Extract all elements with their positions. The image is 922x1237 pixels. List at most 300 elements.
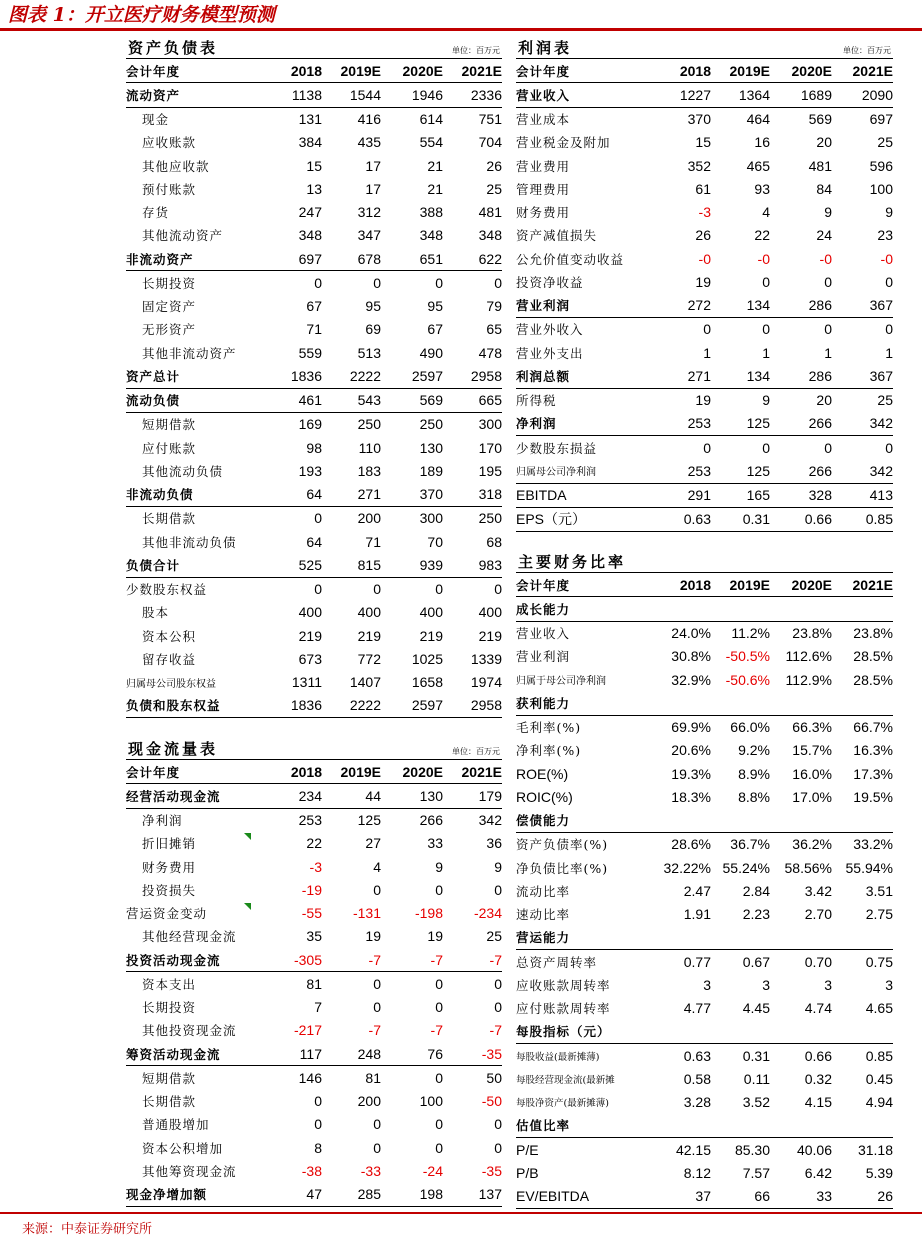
row-value: -19 — [301, 881, 322, 898]
table-row — [126, 483, 502, 507]
row-value: 1836 — [290, 367, 322, 384]
row-value: 134 — [746, 297, 770, 314]
row-value: 367 — [869, 297, 893, 314]
row-value: 98 — [306, 439, 322, 456]
row-value: 0 — [494, 581, 502, 598]
row-label: 少数股东权益 — [126, 582, 208, 598]
table-row — [126, 809, 502, 832]
row-value: 0 — [314, 1116, 322, 1133]
row-value: 0 — [703, 321, 711, 338]
row-value: 20 — [816, 392, 832, 409]
row-value: -7 — [368, 951, 381, 968]
row-value: 622 — [478, 250, 502, 267]
header-year: 2018 — [679, 62, 711, 79]
row-label: 其他流动资产 — [142, 228, 224, 244]
row-value: 0 — [703, 439, 711, 456]
row-value: 614 — [419, 111, 443, 128]
row-value: 25 — [486, 180, 502, 197]
row-value: 697 — [869, 111, 893, 128]
row-value: 17 — [365, 157, 381, 174]
table-row — [516, 1161, 893, 1184]
table-row — [516, 1138, 893, 1161]
row-value: 0 — [435, 581, 443, 598]
table-row — [516, 224, 893, 247]
row-label: 少数股东损益 — [516, 440, 598, 456]
row-value: 348 — [478, 227, 502, 244]
row-value: -3 — [698, 204, 711, 221]
cash-flow-title: 现金流量表 — [128, 740, 219, 758]
row-value: 35 — [306, 928, 322, 945]
row-value: 400 — [478, 604, 502, 621]
row-value: 559 — [298, 344, 322, 361]
row-value: 3 — [824, 976, 832, 993]
row-value: 0.70 — [804, 953, 832, 970]
row-label: 成长能力 — [516, 601, 571, 617]
row-value: -38 — [301, 1162, 322, 1179]
row-label: 其他应收款 — [142, 158, 210, 174]
row-value: 169 — [298, 416, 322, 433]
table-row — [126, 224, 502, 247]
table-row — [516, 484, 893, 508]
table-row — [126, 318, 502, 341]
row-value: 348 — [298, 227, 322, 244]
row-value: 342 — [869, 415, 893, 432]
row-label: 营业费用 — [516, 158, 571, 174]
table-row — [126, 295, 502, 318]
row-value: 69.9% — [671, 719, 711, 736]
table-row — [516, 177, 893, 200]
row-value: 9 — [762, 392, 770, 409]
row-value: 18.3% — [671, 788, 711, 805]
row-value: 21 — [427, 157, 443, 174]
header-year: 2019E — [340, 763, 381, 780]
row-label: 归属母公司净利润 — [516, 467, 596, 479]
row-value: 2958 — [470, 697, 502, 714]
row-value: 0 — [494, 975, 502, 992]
row-value: 5.39 — [865, 1164, 893, 1181]
row-value: 44 — [365, 787, 381, 804]
row-value: 125 — [746, 415, 770, 432]
row-value: 0 — [885, 273, 893, 290]
table-row — [516, 1044, 893, 1067]
header-year: 2018 — [290, 763, 322, 780]
income-statement-title: 利润表 — [518, 39, 573, 57]
row-label: EV/EBITDA — [516, 1188, 590, 1205]
row-label: 营运资金变动 — [126, 906, 208, 922]
row-value: -0 — [819, 250, 832, 267]
table-row — [516, 973, 893, 996]
row-value: 36.2% — [792, 836, 832, 853]
row-value: 266 — [419, 812, 443, 829]
table-row — [516, 622, 893, 645]
row-value: 9 — [435, 858, 443, 875]
row-label: 营业收入 — [516, 87, 571, 103]
row-value: 2090 — [861, 86, 893, 103]
row-value: 665 — [478, 392, 502, 409]
row-value: 0 — [435, 1139, 443, 1156]
table-row — [516, 903, 893, 926]
header-label: 会计年度 — [516, 63, 571, 79]
header-year: 2021E — [461, 62, 502, 79]
header-label: 会计年度 — [126, 63, 181, 79]
row-label: 应付账款 — [142, 440, 197, 456]
row-label: 营业税金及附加 — [516, 135, 611, 151]
row-label: 管理费用 — [516, 181, 571, 197]
row-value: 100 — [869, 180, 893, 197]
row-value: 137 — [478, 1186, 502, 1203]
row-value: 9 — [494, 858, 502, 875]
row-value: 554 — [419, 134, 443, 151]
row-value: 20 — [816, 134, 832, 151]
table-row — [126, 436, 502, 459]
row-value: 32.22% — [663, 859, 711, 876]
row-label: 每股净资产(最新摊薄) — [516, 1098, 609, 1110]
row-value: 513 — [357, 344, 381, 361]
row-value: 0.63 — [683, 1047, 711, 1064]
row-value: 300 — [478, 416, 502, 433]
row-label: 速动比率 — [516, 907, 571, 923]
row-label: 投资活动现金流 — [126, 952, 221, 968]
row-label: 获利能力 — [516, 695, 571, 711]
row-value: 95 — [427, 298, 443, 315]
row-value: 17.0% — [792, 788, 832, 805]
row-value: 1836 — [290, 697, 322, 714]
row-label: 估值比率 — [516, 1118, 571, 1134]
row-label: 长期借款 — [142, 1094, 197, 1110]
row-value: 0 — [435, 274, 443, 291]
row-value: 596 — [869, 157, 893, 174]
table-row — [126, 784, 502, 808]
row-value: 25 — [486, 928, 502, 945]
row-value: 4.94 — [865, 1094, 893, 1111]
header-year: 2021E — [852, 62, 893, 79]
row-value: 0 — [494, 1139, 502, 1156]
row-value: 651 — [419, 250, 443, 267]
row-value: 55.24% — [722, 859, 770, 876]
row-value: 117 — [299, 1045, 322, 1062]
row-label: 其他非流动负债 — [142, 534, 237, 550]
header-year: 2020E — [791, 576, 832, 593]
row-label: 每股收益(最新摊薄) — [516, 1051, 600, 1063]
row-value: 0 — [373, 999, 381, 1016]
row-value: 525 — [298, 556, 322, 573]
row-value: -24 — [422, 1162, 443, 1179]
row-value: 1138 — [291, 86, 322, 103]
row-value: 4.15 — [804, 1094, 832, 1111]
row-label: ROIC(%) — [516, 788, 573, 805]
row-value: 367 — [869, 367, 893, 384]
row-value: -7 — [368, 1022, 381, 1039]
row-value: 100 — [419, 1093, 443, 1110]
table-row — [516, 1067, 893, 1090]
cell-comment-marker-icon — [244, 833, 251, 840]
row-value: 0 — [435, 975, 443, 992]
table-row — [126, 131, 502, 154]
table-row — [126, 1042, 502, 1066]
row-value: 19.5% — [853, 788, 893, 805]
row-label: EPS（元） — [516, 511, 587, 528]
row-value: 0.63 — [683, 511, 711, 528]
row-label: 利润总额 — [516, 368, 571, 384]
row-label: 筹资活动现金流 — [126, 1046, 221, 1062]
row-label: 现金 — [142, 112, 170, 128]
row-value: 4 — [762, 204, 770, 221]
row-value: 71 — [306, 321, 322, 338]
row-label: 长期投资 — [142, 1000, 197, 1016]
row-value: 21 — [427, 180, 443, 197]
header-year: 2021E — [852, 576, 893, 593]
figure-title: 图表 1：开立医疗财务模型预测 — [8, 4, 275, 26]
table-row — [126, 578, 502, 601]
row-value: 413 — [869, 487, 893, 504]
row-value: 0.66 — [804, 511, 832, 528]
row-value: -305 — [293, 951, 322, 968]
table-row — [126, 878, 502, 901]
row-value: 0.66 — [804, 1047, 832, 1064]
row-value: 772 — [357, 650, 381, 667]
row-label: 营业成本 — [516, 112, 571, 128]
row-value: 0 — [373, 881, 381, 898]
row-value: 130 — [419, 787, 443, 804]
row-value: 55.94% — [845, 859, 893, 876]
row-value: 3.28 — [683, 1094, 711, 1111]
header-label: 会计年度 — [516, 577, 571, 593]
balance-sheet-table — [126, 37, 502, 718]
row-value: 250 — [478, 510, 502, 527]
row-value: 19 — [427, 928, 443, 945]
row-value: 200 — [357, 510, 381, 527]
row-label: 应收账款周转率 — [516, 977, 611, 993]
row-value: -7 — [430, 951, 443, 968]
row-label: 财务费用 — [142, 859, 197, 875]
row-label: 非流动资产 — [126, 251, 194, 267]
row-label: 营业利润 — [516, 298, 571, 314]
table-row — [516, 762, 893, 785]
row-value: 0.75 — [865, 953, 893, 970]
row-value: 253 — [687, 415, 711, 432]
row-value: 1658 — [411, 674, 443, 691]
row-value: 65 — [486, 321, 502, 338]
row-value: 6.42 — [804, 1164, 832, 1181]
row-value: 416 — [357, 111, 381, 128]
row-value: 13 — [306, 180, 322, 197]
row-value: 110 — [358, 439, 381, 456]
row-label: 其他经营现金流 — [142, 929, 237, 945]
row-label: 营业收入 — [516, 626, 571, 642]
table-row — [126, 948, 502, 972]
row-value: 0 — [494, 1116, 502, 1133]
row-value: 2.75 — [865, 906, 893, 923]
row-value: 131 — [298, 111, 322, 128]
row-value: 400 — [298, 604, 322, 621]
row-value: 8.12 — [683, 1164, 711, 1181]
row-value: 125 — [746, 462, 770, 479]
row-value: 0 — [314, 274, 322, 291]
row-value: 58.56% — [784, 859, 832, 876]
row-label: 资产负债率(%) — [516, 837, 609, 853]
row-value: 0 — [435, 1069, 443, 1086]
row-value: 543 — [357, 392, 381, 409]
table-row — [516, 809, 893, 833]
row-value: 2.70 — [804, 906, 832, 923]
row-value: 68 — [486, 533, 502, 550]
income-statement-unit: 单位：百万元 — [843, 46, 891, 55]
row-value: 0 — [373, 1139, 381, 1156]
row-value: -55 — [301, 905, 322, 922]
row-label: 长期投资 — [142, 275, 197, 291]
row-value: 16.3% — [853, 742, 893, 759]
row-value: 1544 — [349, 86, 381, 103]
row-value: 170 — [478, 439, 502, 456]
row-value: 7.57 — [742, 1164, 770, 1181]
row-value: 0.11 — [743, 1070, 770, 1087]
footer-rule — [0, 1212, 922, 1214]
row-value: 2.23 — [742, 906, 770, 923]
row-label: 营业利润 — [516, 649, 571, 665]
ratios-header-bar — [516, 551, 893, 572]
row-value: 253 — [298, 812, 322, 829]
row-value: 1025 — [411, 650, 443, 667]
table-row — [516, 691, 893, 715]
row-value: 32.9% — [671, 671, 711, 688]
row-value: 286 — [808, 367, 832, 384]
table-row — [516, 201, 893, 224]
row-value: 4 — [373, 858, 381, 875]
row-value: 2.84 — [742, 882, 770, 899]
row-value: 25 — [877, 134, 893, 151]
row-value: 370 — [419, 486, 443, 503]
row-value: 250 — [357, 416, 381, 433]
row-value: 31.18 — [857, 1141, 893, 1158]
row-value: 1407 — [349, 674, 381, 691]
row-label: 股本 — [142, 605, 170, 621]
row-label: 营业外收入 — [516, 322, 584, 338]
row-label: 普通股增加 — [142, 1117, 210, 1133]
table-row — [126, 83, 502, 107]
row-value: -3 — [309, 858, 322, 875]
row-value: 388 — [419, 204, 443, 221]
row-label: 留存收益 — [142, 651, 197, 667]
row-value: 347 — [357, 227, 381, 244]
row-label: 偿债能力 — [516, 813, 571, 829]
balance-sheet-header-bar — [126, 37, 502, 58]
table-row — [126, 624, 502, 647]
row-value: 673 — [298, 650, 322, 667]
row-value: 0 — [373, 581, 381, 598]
table-row — [126, 1113, 502, 1136]
row-value: 20.6% — [671, 742, 711, 759]
row-value: 81 — [306, 975, 322, 992]
table-row — [516, 436, 893, 459]
row-value: 42.15 — [675, 1141, 711, 1158]
row-value: 8 — [314, 1139, 322, 1156]
row-value: 79 — [486, 298, 502, 315]
row-value: -50.6% — [725, 671, 770, 688]
row-value: 300 — [419, 510, 443, 527]
row-value: 983 — [478, 556, 502, 573]
row-value: 112.6% — [785, 648, 832, 665]
row-value: 76 — [427, 1045, 443, 1062]
row-value: 36.7% — [730, 836, 770, 853]
table-row — [126, 364, 502, 388]
row-value: 0.77 — [683, 953, 711, 970]
table-row — [126, 1136, 502, 1159]
row-value: 22 — [306, 835, 322, 852]
table-row — [516, 364, 893, 388]
row-label: 公允价值变动收益 — [516, 251, 625, 267]
table-row — [516, 270, 893, 293]
row-value: 569 — [419, 392, 443, 409]
row-value: 193 — [298, 462, 322, 479]
header-year: 2020E — [402, 62, 443, 79]
row-value: 69 — [365, 321, 381, 338]
table-row — [516, 879, 893, 902]
row-label: EBITDA — [516, 487, 567, 504]
title-rule — [0, 28, 922, 31]
row-value: 16 — [754, 134, 770, 151]
table-row — [126, 1019, 502, 1042]
table-row — [516, 597, 893, 621]
row-value: 183 — [357, 462, 381, 479]
row-value: 64 — [306, 533, 322, 550]
row-label: 财务费用 — [516, 205, 571, 221]
row-label: 归属母公司股东权益 — [126, 678, 216, 690]
row-value: 2597 — [411, 367, 443, 384]
table-row — [126, 389, 502, 413]
table-row — [126, 832, 502, 855]
row-value: 697 — [298, 250, 322, 267]
table-row — [126, 996, 502, 1019]
row-label: 应付账款周转率 — [516, 1001, 611, 1017]
row-value: 0 — [762, 273, 770, 290]
row-value: 1.91 — [683, 906, 711, 923]
row-value: 461 — [298, 392, 322, 409]
row-value: 0 — [494, 999, 502, 1016]
row-value: 704 — [478, 134, 502, 151]
row-value: 465 — [746, 157, 770, 174]
row-value: 33 — [816, 1188, 832, 1205]
row-value: 0 — [494, 881, 502, 898]
row-label: 预付账款 — [142, 181, 197, 197]
row-label: 其他流动负债 — [142, 463, 224, 479]
row-value: 2222 — [349, 367, 381, 384]
row-value: 11.2% — [731, 625, 770, 642]
row-value: 435 — [357, 134, 381, 151]
row-value: 312 — [357, 204, 381, 221]
row-value: 0 — [373, 274, 381, 291]
cash-flow-header-bar — [126, 738, 502, 759]
row-value: -234 — [473, 905, 502, 922]
header-row — [126, 759, 502, 784]
header-label: 会计年度 — [126, 764, 181, 780]
row-value: 384 — [298, 134, 322, 151]
row-value: 146 — [298, 1069, 322, 1086]
row-value: 26 — [695, 227, 711, 244]
table-row — [516, 739, 893, 762]
row-value: 1 — [762, 344, 770, 361]
row-value: 0.58 — [683, 1070, 711, 1087]
row-label: 所得税 — [516, 393, 557, 409]
table-row — [126, 177, 502, 200]
row-value: 17 — [365, 180, 381, 197]
row-value: 490 — [419, 344, 443, 361]
row-value: 4.77 — [683, 1000, 711, 1017]
row-value: 1 — [703, 344, 711, 361]
row-value: 3 — [703, 976, 711, 993]
row-value: 0 — [314, 581, 322, 598]
row-value: 0 — [824, 273, 832, 290]
row-value: -131 — [352, 905, 381, 922]
